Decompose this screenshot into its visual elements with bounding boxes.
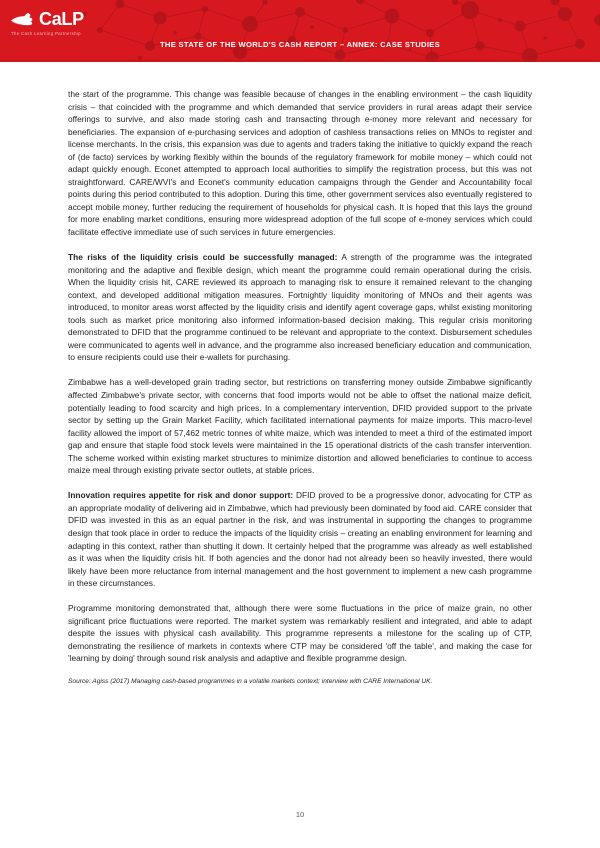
page-content [68,88,532,687]
paragraph-text: DFID proved to be a progressive donor, advocating for CTP as an appropriate modality of delivering aid in Zimbabwe, which had previously been dominated by food aid. CARE consider that DFID was invested in this as an equal partner in the risk, and was instrumental in supporting the changes to programme design that took place in order to reduce the impacts of the liquidity crisis – creating an enabling environment for learning and adapting in this context, rather than shutting it down. It certainly helped that the programme was already as well established as it was when the liquidity crisis hit. If both agencies and the donor had not already been so heavily invested, there would likely have been more reluctance from internal management and the host government to implement a new cash programme in these circumstances. [68,490,532,589]
paragraph [68,602,532,665]
paragraph-lead: The risks of the liquidity crisis could be successfully managed: [68,252,338,263]
logo-wordmark: CaLP [39,9,84,29]
report-title: THE STATE OF THE WORLD'S CASH REPORT – ANNEX: CASE STUDIES [159,40,441,49]
paragraph [68,88,532,239]
banner-network-pattern [0,0,600,62]
banner-bottom-edge [0,59,600,62]
paragraph [68,376,532,476]
page-number: 10 [295,810,305,819]
page-header-banner [0,0,600,62]
logo-tagline: The Cash Learning Partnership [11,31,81,36]
paragraph-text: the start of the programme. This change was feasible because of changes in the enabling environment – the cash liquidity crisis – that coincided with the programme and which demanded that service providers in rural areas adapt their service offerings to survive, and also made storing cash and transacting through e-money more relevant and necessary for beneficiaries. The expansion of e-purchasing services and adoption of cashless transactions relies on MNOs to register and license merchants. In the crisis, this expansion was due to agents and traders taking the initiative to quickly expand the reach of (de facto) services by working flexibly within the bounds of the regulatory framework for mobile money – which could not adapt quickly enough. Econet attempted to approach local authorities to simplify the registration process, but this was not straightforward. CARE/WVI's and Econet's community education campaigns through the Gender and Accountability focal points during this period contributed to this adoption. During this time, other government services also eventually registered to accept mobile money, further reducing the requirement of households for physical cash. It is hoped that this lays the ground for more enabling market conditions, ensuring more widespread adoption of the full scope of e-money services which could facilitate effective immediate use of such services in future emergencies. [68,89,532,238]
paragraph-lead: Innovation requires appetite for risk and donor support: [68,490,294,501]
paragraph-text: Programme monitoring demonstrated that, although there were some fluctuations in the price of maize grain, no other significant price fluctuations were reported. The market system was remarkably resilient and integrated, and able to adapt despite the issues with physical cash availability. This programme represents a milestone for the scaling up of CTP, demonstrating the resilience of markets in contexts where CTP may be considered 'off the table', and making the case for 'learning by doing' through sound risk analysis and adaptive and flexible programme design. [68,603,532,664]
calp-logo [10,10,84,36]
source-citation: Source: Agiss (2017) Managing cash-based programmes in a volatile markets context; interview with CARE International UK. [68,678,433,686]
paragraph [68,251,532,364]
paragraph-text: A strength of the programme was the integrated monitoring and the adaptive and flexible design, which meant the programme could remain operational during the crisis. When the liquidity crisis hit, CARE reviewed its approach to managing risk to ensure it remained relevant to the changing context, and developed additional mitigation measures. Fortnightly liquidity monitoring of MNOs and their agents was introduced, to monitor areas worst affected by the liquidity crisis and identify agent coverage gaps, whilst existing monitoring tools such as market price monitoring also informed information-based decision making. This regular crisis monitoring demonstrated to DFID that the programme continued to be relevant and appropriate to the context. Disbursement schedules were communicated to agents well in advance, and the programme also increased beneficiary education and communication, to ensure recipients could use their e-wallets for purchasing. [68,252,532,363]
hand-swoosh-icon [10,11,36,27]
paragraph [68,489,532,589]
paragraph-text: Zimbabwe has a well-developed grain trading sector, but restrictions on transferring money outside Zimbabwe significantly affected Zimbabwe's private sector, with concerns that food imports would not be able to offset the national maize deficit, potentially leading to food scarcity and high prices. In a complementary intervention, DFID provided support to the private sector by setting up the Grain Market Facility, which facilitated international payments for maize imports. This macro-level facility allowed the import of 57,462 metric tonnes of white maize, which was intended to meet a third of the estimated import gap and ensure that staple food stock levels were maintained in the 15 operational districts of the cash transfer intervention. The scheme worked within existing market structures to minimize distortion and allowed beneficiaries to continue to access maize meal through existing private sector outlets, at stable prices. [68,377,532,476]
